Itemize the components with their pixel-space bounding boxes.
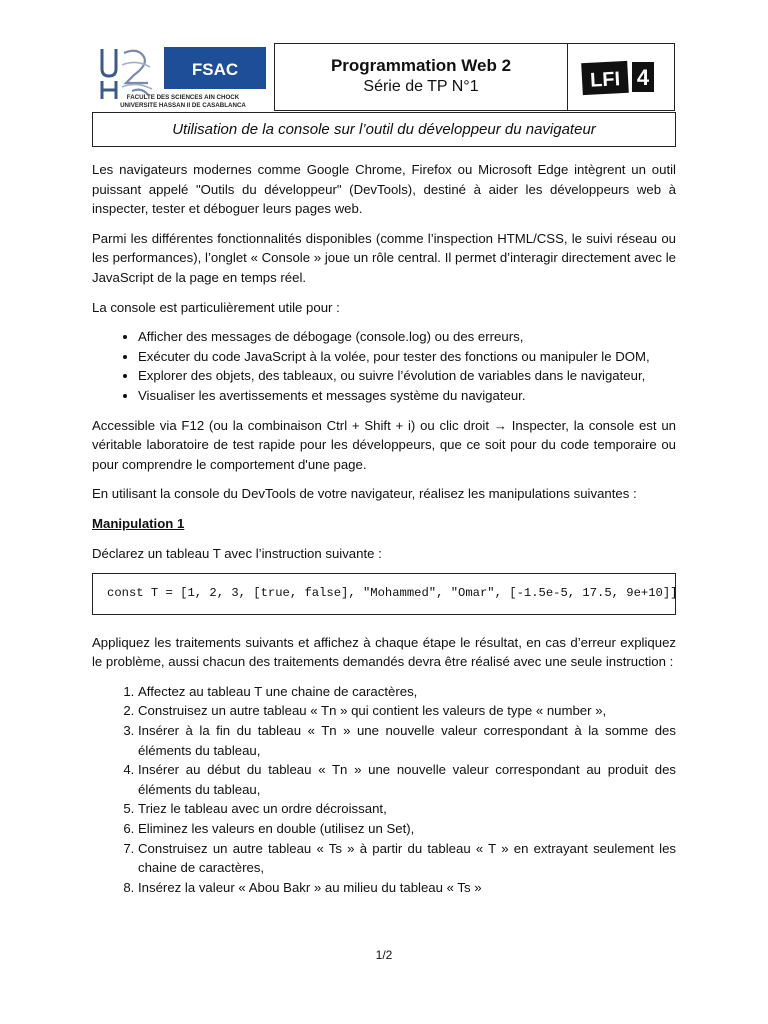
list-item: 8. Insérez la valeur « Abou Bakr » au milieu du tableau « Ts » [138,878,676,898]
lfi-badge-text: LFI [589,68,621,92]
university-logo [92,43,274,111]
list-item: • Afficher des messages de débogage (console.log) ou des erreurs, [138,327,676,347]
list-item: • Visualiser les avertissements et messages système du navigateur. [138,386,676,406]
steps-numbered-list [92,682,676,898]
intro-paragraph-1: Les navigateurs modernes comme Google Chrome, Firefox ou Microsoft Edge intègrent un outil puissant appelé "Outils du développeur" (DevTools), destiné à aider les développeurs web à inspecter, tester et déboguer leurs pages web. [92,162,676,217]
lfi-cell [566,43,675,111]
lfi-number-text: 4 [636,65,650,90]
list-item: • Exécuter du code JavaScript à la volée, pour tester des fonctions ou manipuler le DOM, [138,347,676,367]
logo-subline-1: FACULTE DES SCIENCES AIN CHOCK [126,94,240,101]
intro-paragraph-4: Accessible via F12 (ou la combinaison Ctrl + Shift + i) ou clic droit → Inspecter, la console est un véritable laboratoire de test rapide pour les développeurs, que ce soit pour du code temporaire ou pour comprendre le comportement d'une page. [92,417,676,472]
list-item: 3. Insérer à la fin du tableau « Tn » une nouvelle valeur correspondant à la somme des éléments du tableau, [138,721,676,760]
series-title: Série de TP N°1 [363,78,479,95]
list-item: • Explorer des objets, des tableaux, ou suivre l’évolution de variables dans le navigateur, [138,366,676,386]
logo-subline-2: UNIVERSITE HASSAN II DE CASABLANCA [120,102,246,109]
list-item: 5. Triez le tableau avec un ordre décroissant, [138,799,676,819]
code-block: const T = [1, 2, 3, [true, false], "Mohammed", "Omar", [-1.5e-5, 17.5, 9e+10]] [92,573,676,615]
list-item: 7. Construisez un autre tableau « Ts » à partir du tableau « T » en extrayant seulement les chaine de caractères, [138,839,676,878]
uses-bullet-list [92,327,676,405]
list-item: 4. Insérer au début du tableau « Tn » une nouvelle valeur correspondant au produit des éléments du tableau, [138,760,676,799]
course-title: Programmation Web 2 [330,56,512,75]
intro-paragraph-2: Parmi les différentes fonctionnalités disponibles (comme l’inspection HTML/CSS, le suivi réseau ou les performances), l’onglet « Console » joue un rôle central. Il permet d’interagir directement avec le JavaScript de la page en temps réel. [92,230,676,285]
intro-paragraph-5: En utilisant la console du DevTools de votre navigateur, réalisez les manipulations suivantes : [92,486,637,502]
page-number: 1/2 [375,948,393,962]
manipulation-1-title: Manipulation 1 [92,515,185,531]
list-item: 2. Construisez un autre tableau « Tn » qui contient les valeurs de type « number », [138,701,676,721]
fsac-logo-icon [92,43,274,111]
document-body [92,160,676,907]
list-item: 6. Eliminez les valeurs en double (utilisez un Set), [138,819,676,839]
logo-fsac-text: FSAC [191,60,239,79]
list-item: 1. Affectez au tableau T une chaine de caractères, [138,682,676,702]
intro-paragraph-3: La console est particulièrement utile pour : [92,299,340,315]
banner-subtitle: Utilisation de la console sur l’outil du développeur du navigateur [92,112,676,147]
treatment-instructions: Appliquez les traitements suivants et affichez à chaque étape le résultat, en cas d’erreur expliquez le problème, aussi chacun des traitements demandés devra être réalisé avec une seule instruction : [92,634,676,670]
declare-instruction: Déclarez un tableau T avec l’instruction suivante : [92,545,382,561]
title-cell [274,43,568,111]
document-header [92,43,676,111]
lfi4-logo-icon [566,44,674,110]
